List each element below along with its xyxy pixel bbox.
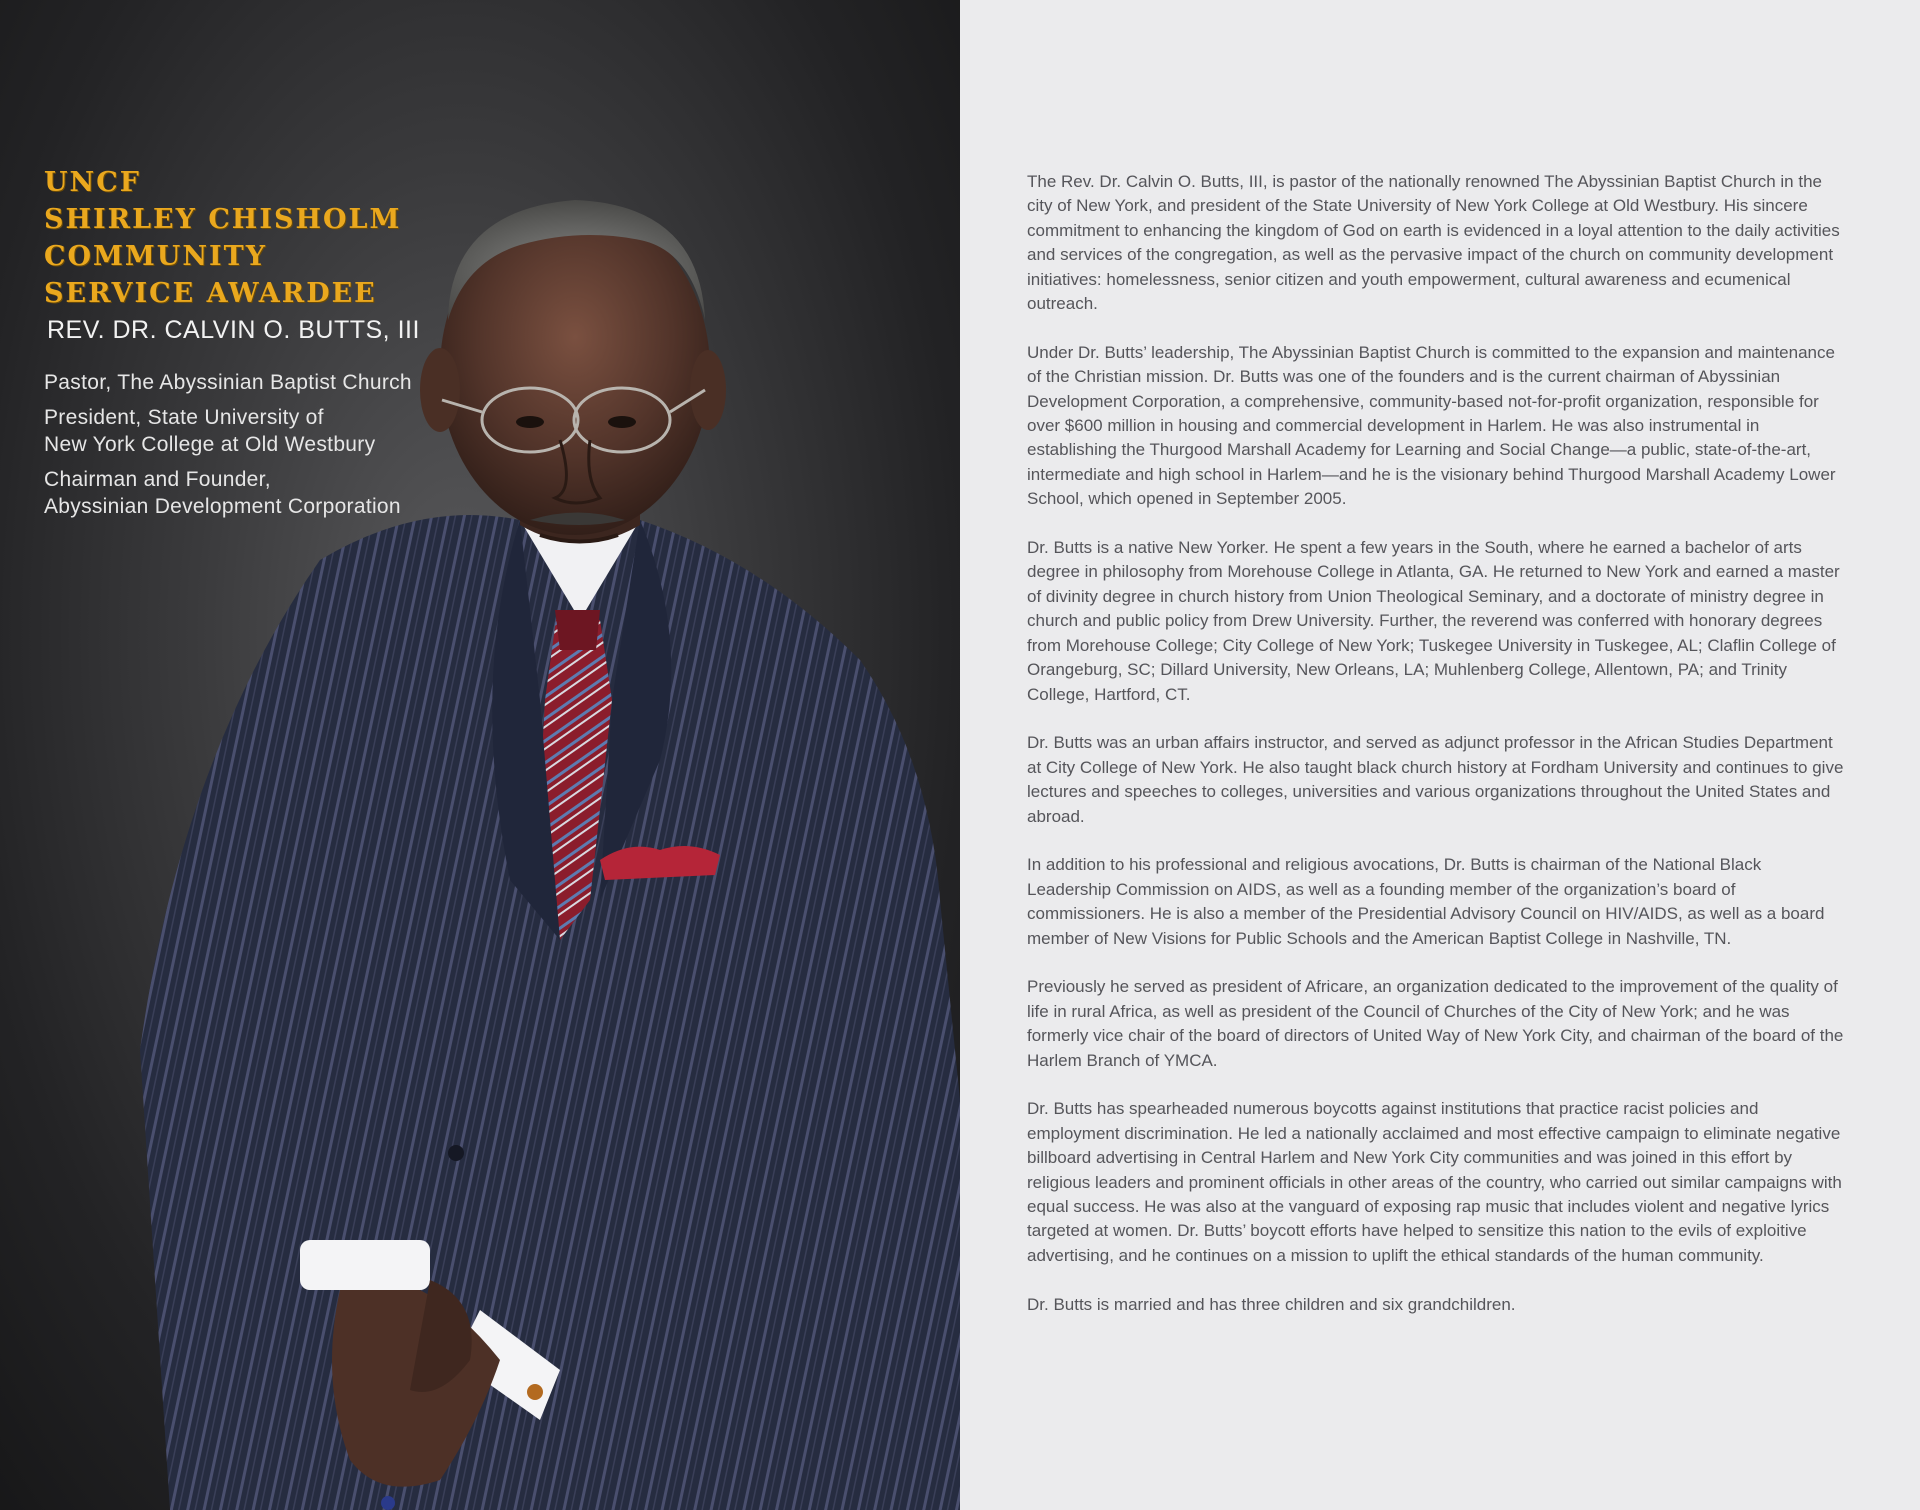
bio-paragraph: Dr. Butts was an urban affairs instructor, and served as adjunct professor in the African Studies Department at City College of New York. He also taught black church history at Fordham University and continues to give lectures and speeches to colleges, universities and various organizations throughout the United States and abroad. <box>1027 733 1844 826</box>
bio-paragraph: Under Dr. Butts’ leadership, The Abyssinian Baptist Church is committed to the expansion and maintenance of the Christian mission. Dr. Butts was one of the founders and is the current chairman of Abyssinian Development Corporation, a comprehensive, community-based not-for-profit organization, responsible for over $600 million in housing and commercial development in Harlem. He was also instrumental in establishing the Thurgood Marshall Academy for Learning and Social Change—a public, state-of-the-art, intermediate and high school in Harlem—and he is the visionary behind Thurgood Marshall Academy Lower School, which opened in September 2005. <box>1027 342 1836 509</box>
bio-paragraph: The Rev. Dr. Calvin O. Butts, III, is pastor of the nationally renowned The Abyssinian Baptist Church in the city of New York, and president of the State University of New York College at Old Westbury. His sincere commitment to enhancing the kingdom of God on earth is evidenced in a loyal attention to the daily activities and services of the congregation, as well as the pervasive impact of the church on community development initiatives: homelessness, senior citizen and youth empowerment, cultural awareness and ecumenical outreach. <box>1027 172 1840 314</box>
award-title-line: COMMUNITY <box>44 241 268 272</box>
award-title-line: SHIRLEY CHISHOLM <box>44 204 402 235</box>
role-line: Chairman and Founder, <box>44 468 271 491</box>
awardee-name: REV. DR. CALVIN O. BUTTS, III <box>47 316 420 344</box>
role-line: Pastor, The Abyssinian Baptist Church <box>44 371 412 394</box>
role-item <box>44 369 484 396</box>
role-line: Abyssinian Development Corporation <box>44 495 401 518</box>
award-title-line: SERVICE AWARDEE <box>44 278 377 309</box>
role-line: New York College at Old Westbury <box>44 433 376 456</box>
biography <box>1027 170 1847 1341</box>
bio-paragraph: Dr. Butts has spearheaded numerous boycotts against institutions that practice racist policies and employment discrimination. He led a nationally acclaimed and most effective campaign to eliminate negative billboard advertising in Central Harlem and New York City communities and was joined in this effort by religious leaders and prominent officials in other areas of the country, who carried out similar campaigns with equal success. He was also at the vanguard of exposing rap music that includes violent and negative lyrics targeted at women. Dr. Butts’ boycott efforts have helped to sensitize this nation to the evils of exploitive advertising, and he continues on a mission to uplift the ethical standards of the human community. <box>1027 1099 1842 1265</box>
role-line: President, State University of <box>44 406 324 429</box>
bio-paragraph: Dr. Butts is a native New Yorker. He spent a few years in the South, where he earned a bachelor of arts degree in philosophy from Morehouse College in Atlanta, GA. He returned to New York and earned a master of divinity degree in church history from Union Theological Seminary, and a doctorate of ministry degree in church and public policy from Drew University. Further, the reverend was conferred with honorary degrees from Morehouse College; City College of New York; Tuskegee University in Tuskegee, AL; Claflin College of Orangeburg, SC; Dillard University, New Orleans, LA; Muhlenberg College, Allentown, PA; and Trinity College, Hartford, CT. <box>1027 538 1840 704</box>
title-block <box>44 164 484 528</box>
bio-paragraph: Dr. Butts is married and has three children and six grandchildren. <box>1027 1294 1516 1314</box>
role-item <box>44 466 484 520</box>
bio-paragraph: Previously he served as president of Africare, an organization dedicated to the improvement of the quality of life in rural Africa, as well as president of the Council of Churches of the City of New York; and he was formerly vice chair of the board of directors of United Way of New York City, and chairman of the board of the Harlem Branch of YMCA. <box>1027 977 1844 1070</box>
bio-paragraph: In addition to his professional and religious avocations, Dr. Butts is chairman of the National Black Leadership Commission on AIDS, as well as a founding member of the organization’s board of commissioners. He is also a member of the Presidential Advisory Council on HIV/AIDS, as well as a board member of New Visions for Public Schools and the American Baptist College in Nashville, TN. <box>1027 855 1825 948</box>
role-item <box>44 404 484 458</box>
roles-list <box>44 369 484 520</box>
award-title-line: UNCF <box>44 167 141 198</box>
